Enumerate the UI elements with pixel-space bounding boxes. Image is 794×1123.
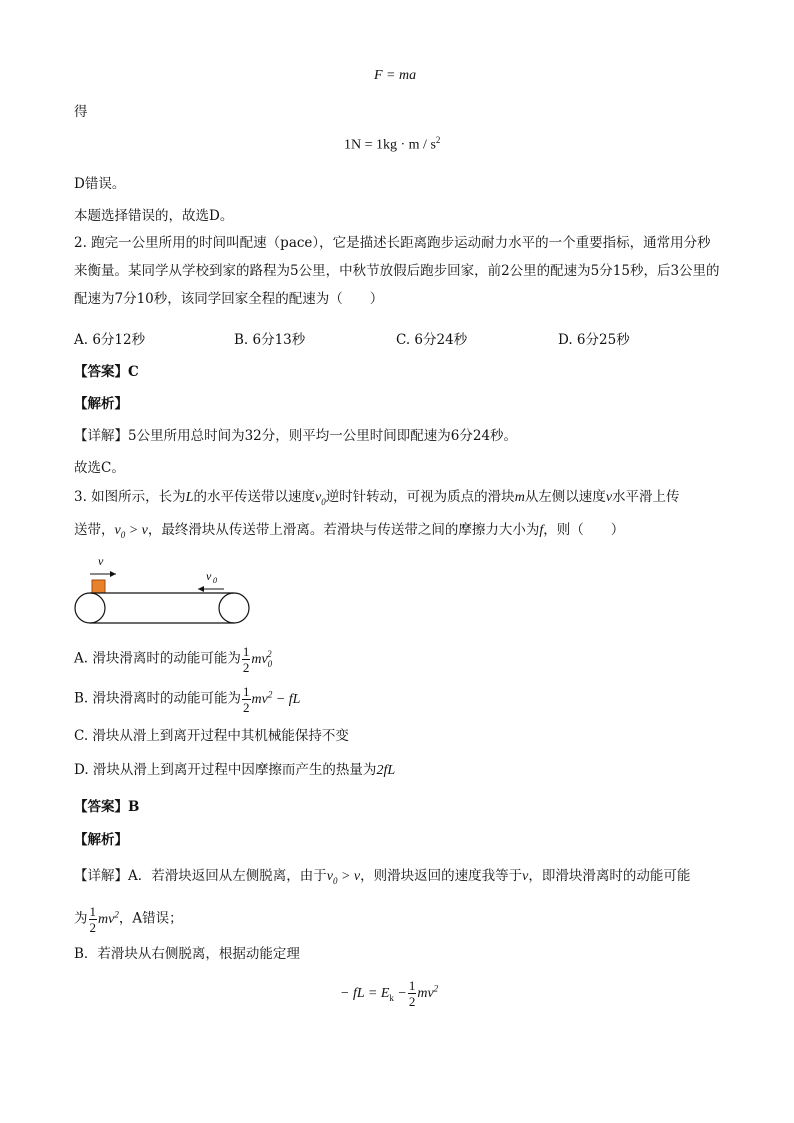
q3-text-3: 逆时针转动，可视为质点的滑块 bbox=[325, 489, 515, 505]
q3-text-8: ，则（ ） bbox=[543, 522, 625, 538]
q3-option-c: C. 滑块从滑上到离开过程中其机械能保持不变 bbox=[74, 728, 349, 744]
slider-block bbox=[92, 580, 105, 593]
fraction-half: $\frac{1}{2}$ bbox=[242, 643, 250, 675]
q3-detail-ineq: $v_0 > v$ bbox=[326, 869, 361, 886]
q3-detail-expr: $mv^2$ bbox=[98, 909, 119, 927]
fraction-half: $\frac{1}{2}$ bbox=[408, 977, 416, 1009]
q3-option-b-expr: $mv^2$ − fL bbox=[251, 689, 301, 707]
q3-detail-text-1: 【详解】A．若滑块返回从左侧脱离，由于 bbox=[74, 868, 327, 884]
arrow-v-head bbox=[110, 571, 116, 577]
q3-option-b bbox=[74, 676, 301, 715]
q3-ineq: $v_0 > v$ bbox=[114, 523, 148, 540]
unit-sup: 2 bbox=[435, 135, 441, 145]
text-d-wrong: D错误。 bbox=[74, 176, 126, 192]
q3-stem-line1 bbox=[74, 485, 680, 507]
q3-detail-line2 bbox=[74, 894, 183, 934]
fraction-half: $\frac{1}{2}$ bbox=[243, 683, 250, 715]
q3-text-1: 3. 如图所示，长为 bbox=[74, 489, 186, 505]
q3-text-4: 从左侧以速度 bbox=[524, 489, 606, 505]
equation-f-ma: F = ma bbox=[374, 68, 417, 83]
q3-sym-l: L bbox=[185, 490, 194, 505]
q3-detail-text-3: ，即滑块滑离时的动能可能 bbox=[528, 868, 691, 884]
equation-unit bbox=[344, 135, 440, 154]
q3-option-a-text: A. 滑块滑离时的动能可能为 bbox=[74, 650, 241, 667]
q3-detail-line1 bbox=[74, 864, 690, 886]
q3-text-2: 的水平传送带以速度 bbox=[193, 489, 315, 505]
q3-option-b-text: B. 滑块滑离时的动能可能为 bbox=[74, 690, 242, 707]
left-pulley bbox=[75, 593, 105, 623]
q3-sym-v: v bbox=[605, 490, 613, 505]
unit-eq-text: 1N = 1kg · m / s bbox=[344, 137, 436, 153]
right-pulley bbox=[219, 593, 249, 623]
q2-option-b: B. 6分13秒 bbox=[234, 332, 306, 348]
eq-lhs: − fL = $E_k$ − bbox=[340, 985, 407, 1003]
q3-option-d bbox=[74, 758, 395, 779]
q3-text-6: 送带， bbox=[74, 522, 115, 538]
text-choose-d: 本题选择错误的，故选D。 bbox=[74, 208, 234, 224]
q3-detail-text-4: 为 bbox=[74, 910, 88, 927]
q3-detail-text-5: ，A错误； bbox=[118, 910, 183, 927]
text-de: 得 bbox=[74, 104, 88, 120]
q3-sym-f: f bbox=[539, 523, 544, 538]
q2-option-d: D. 6分25秒 bbox=[558, 332, 630, 348]
q2-detail: 【详解】5公里所用总时间为32分，则平均一公里时间即配速为6分24秒。 bbox=[74, 428, 518, 444]
q2-choose: 故选C。 bbox=[74, 460, 125, 476]
fraction-half: $\frac{1}{2}$ bbox=[89, 903, 96, 935]
q3-answer: 【答案】B bbox=[74, 799, 140, 815]
q3-option-a-expr: $mv_0^2$ bbox=[251, 649, 273, 669]
q3-detail-line3: B．若滑块从右侧脱离，根据动能定理 bbox=[74, 946, 300, 962]
q2-stem: 2. 跑完一公里所用的时间叫配速（pace），它是描述长距离跑步运动耐力水平的一个重要指标，通常用分秒来衡量。某同学从学校到家的路程为5公里，中秋节放假后跑步回家，前2公里的配速为5分15秒，后3公里的配速为7分10秒，该同学回家全程的配速为（ ） bbox=[74, 235, 720, 307]
conveyor-belt-figure bbox=[70, 552, 255, 630]
q2-analysis: 【解析】 bbox=[74, 396, 128, 412]
q3-text-5: 水平滑上传 bbox=[612, 489, 680, 505]
q3-analysis: 【解析】 bbox=[74, 832, 128, 848]
q3-text-7: ，最终滑块从传送带上滑离。若滑块与传送带之间的摩擦力大小为 bbox=[147, 522, 540, 538]
q2-answer: 【答案】C bbox=[74, 364, 139, 380]
q3-option-d-text: D. 滑块从滑上到离开过程中因摩擦而产生的热量为 bbox=[74, 762, 377, 778]
q3-detail-v: v bbox=[522, 869, 529, 884]
q3-sym-v0: $v_0$ bbox=[314, 490, 326, 507]
q2-option-c: C. 6分24秒 bbox=[396, 332, 468, 348]
q3-detail-text-2: ，则滑块返回的速度我等于 bbox=[360, 868, 523, 884]
q3-stem-line2 bbox=[74, 518, 624, 540]
equation-work-energy bbox=[340, 968, 438, 1008]
arrow-v0-head bbox=[198, 586, 204, 592]
figure-label-v0: v bbox=[206, 569, 212, 583]
q3-option-d-expr: 2fL bbox=[376, 763, 396, 778]
q3-sym-m: m bbox=[514, 490, 525, 505]
q3-option-a bbox=[74, 636, 273, 675]
q2-option-a: A. 6分12秒 bbox=[74, 332, 146, 348]
figure-label-v: v bbox=[98, 554, 104, 568]
eq-rhs: $mv^2$ bbox=[417, 983, 439, 1001]
figure-label-v0-sub: 0 bbox=[213, 576, 217, 585]
